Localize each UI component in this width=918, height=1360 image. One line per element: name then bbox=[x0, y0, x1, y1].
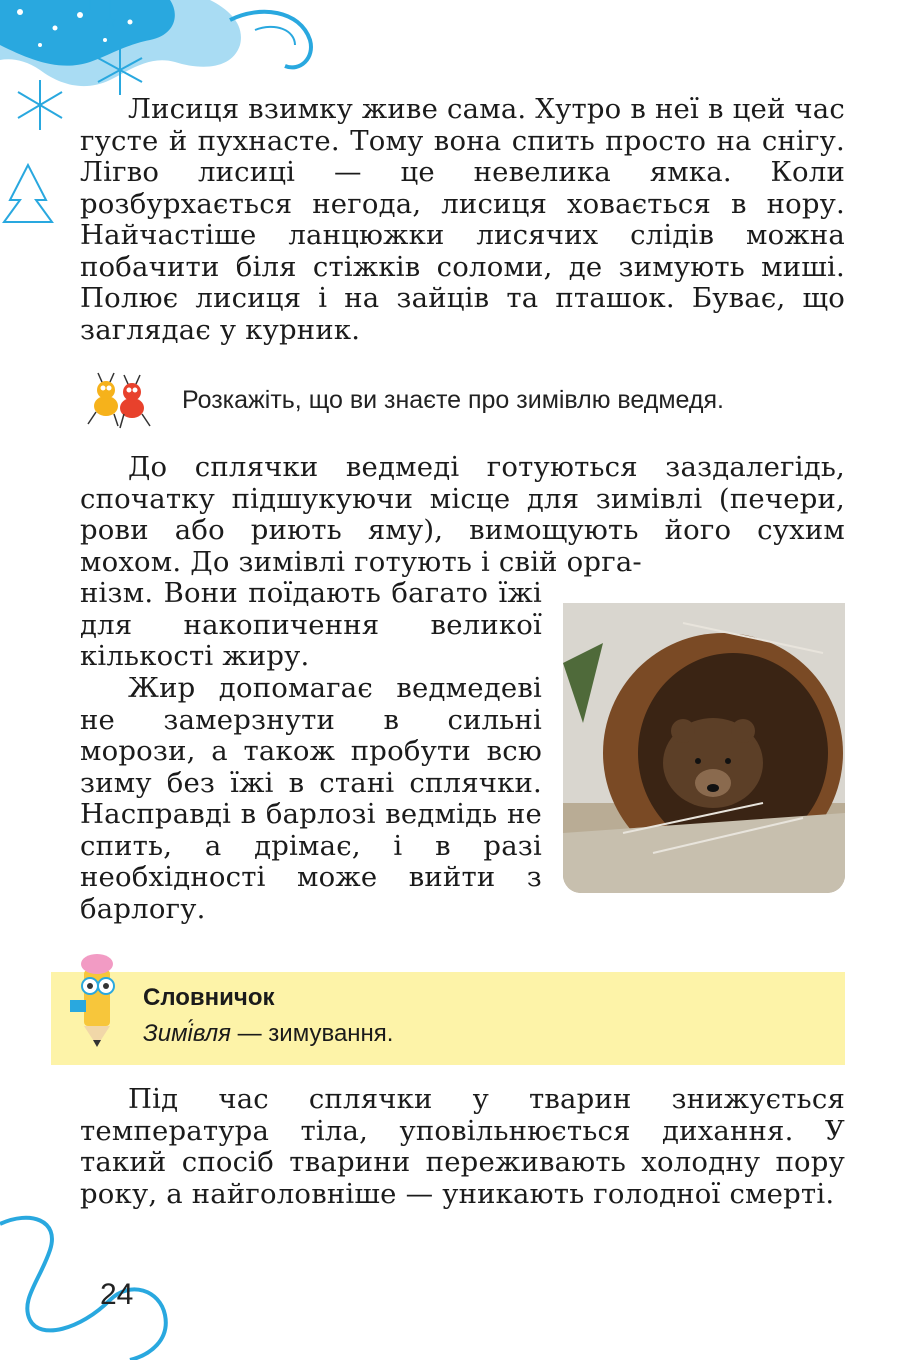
ants-icon bbox=[84, 370, 164, 434]
glossary-term: Зимі́вля bbox=[143, 1020, 231, 1047]
glossary-title: Словничок bbox=[143, 984, 275, 1011]
pencil-mascot-icon bbox=[62, 950, 132, 1050]
bear-prep-continuation: нізм. Вони поїдають багато їжі для накопичення великої кількості жиру. bbox=[80, 577, 542, 672]
glossary-box bbox=[51, 972, 845, 1065]
fox-paragraph: Лисиця взимку живе сама. Хутро в неї в цей час густе й пухнасте. Тому вона спить просто на снігу. Лігво лисиці — це невелика ямка. Коли розбурхається негода, лисиця ховається в нору. Найчастіше ланцюжки лисячих слідів можна побачити біля стіжків соломи, де зимують миші. Полює лисиця і на зайців та пташок. Буває, що заглядає у курник. bbox=[80, 93, 845, 346]
snowflake-icon bbox=[18, 80, 62, 130]
hibernation-paragraph: Під час сплячки у тварин знижується температура тіла, уповільнюється дихання. У такий спосіб тварини переживають холодну пору року, а найголовніше — уникають голодної смерті. bbox=[80, 1083, 845, 1210]
bear-den-photo bbox=[563, 603, 845, 893]
task-instruction: Розкажіть, що ви знаєте про зимівлю ведмедя. bbox=[182, 386, 724, 414]
christmas-tree-icon bbox=[4, 165, 52, 222]
bear-fat-paragraph: Жир допомагає ведмедеві не замерзнути в сильні морози, а також пробути всю зиму без їжі в стані сплячки. Насправді в барлозі ведмідь не спить, а дрімає, і в разі необхідності може вийти з барлогу. bbox=[80, 672, 542, 925]
glossary-definition: — зимування. bbox=[230, 1020, 394, 1047]
page-number: 24 bbox=[100, 1278, 134, 1311]
glossary-entry bbox=[143, 1020, 393, 1048]
bear-prep-paragraph: До сплячки ведмеді готуються заздалегідь, спочатку підшукуючи місце для зимівлі (печери, рови або риють яму), вимощують його сухим мохом. До зимівлі готують і свій орга- bbox=[80, 451, 845, 578]
svg-text:★: ★ bbox=[104, 14, 117, 30]
